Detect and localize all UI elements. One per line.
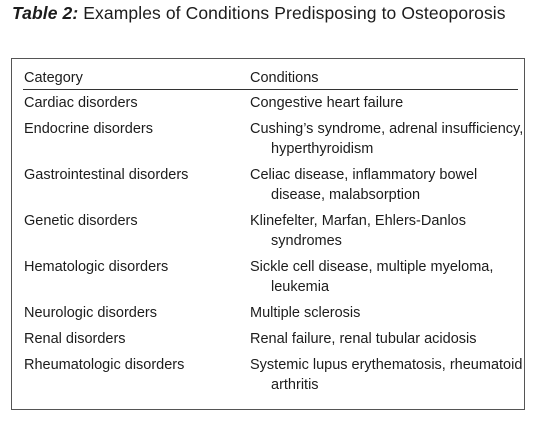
conditions-cell: Congestive heart failure — [250, 95, 404, 111]
table-caption-text: Examples of Conditions Predisposing to Osteoporosis — [78, 3, 506, 23]
conditions-cell: Celiac disease, inflammatory bowel disease, malabsorption — [250, 167, 478, 203]
category-cell: Gastrointestinal disorders — [24, 167, 189, 183]
category-cell: Rheumatologic disorders — [24, 357, 185, 373]
category-cell: Renal disorders — [24, 331, 126, 347]
table-row — [12, 211, 524, 251]
category-cell: Cardiac disorders — [24, 95, 138, 111]
header-divider — [23, 89, 518, 90]
table-row — [12, 119, 524, 159]
table-row — [12, 329, 524, 349]
header-category: Category — [24, 70, 83, 86]
conditions-cell: Sickle cell disease, multiple myeloma, leukemia — [250, 259, 494, 295]
table-row — [12, 257, 524, 297]
category-cell: Endocrine disorders — [24, 121, 153, 137]
conditions-cell: Renal failure, renal tubular acidosis — [250, 331, 477, 347]
header-conditions: Conditions — [250, 70, 319, 86]
table-caption — [12, 3, 532, 24]
conditions-cell: Klinefelter, Marfan, Ehlers-Danlos syndromes — [250, 213, 466, 249]
table-row — [12, 93, 524, 113]
table-row — [12, 303, 524, 323]
conditions-cell: Systemic lupus erythematosis, rheumatoid arthritis — [250, 357, 523, 393]
table-body — [12, 93, 524, 395]
conditions-cell: Cushing’s syndrome, adrenal insufficiency, hyperthyroidism — [250, 121, 524, 157]
category-cell: Hematologic disorders — [24, 259, 169, 275]
category-cell: Genetic disorders — [24, 213, 138, 229]
conditions-cell: Multiple sclerosis — [250, 305, 361, 321]
table-caption-label: Table 2: — [12, 3, 79, 23]
table-row — [12, 355, 524, 395]
table-row — [12, 165, 524, 205]
conditions-table — [11, 58, 525, 410]
category-cell: Neurologic disorders — [24, 305, 157, 321]
table-header-row — [12, 68, 524, 88]
